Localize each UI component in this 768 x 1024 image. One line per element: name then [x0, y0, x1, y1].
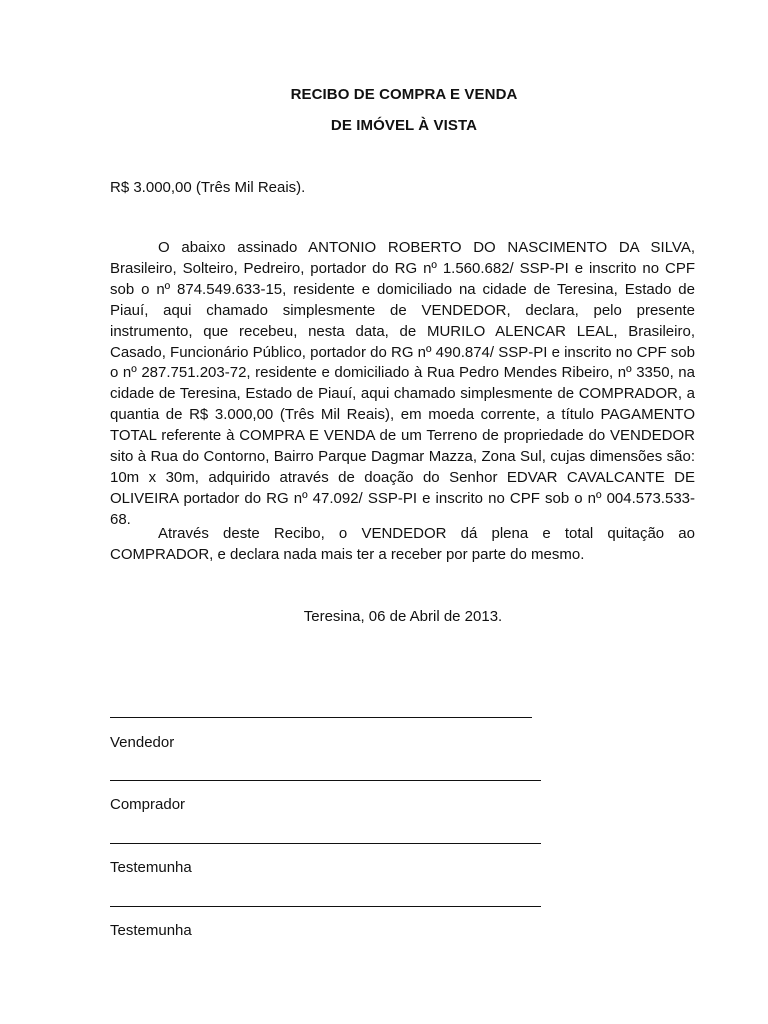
signature-label-buyer: Comprador [110, 796, 186, 813]
signature-line-buyer [110, 780, 541, 781]
document-title-line2: DE IMÓVEL À VISTA [330, 117, 478, 134]
signature-line-witness-1 [110, 843, 541, 844]
document-title-line1: RECIBO DE COMPRA E VENDA [290, 86, 518, 103]
body-paragraph-quittance: Através deste Recibo, o VENDEDOR dá plena e total quitação ao COMPRADOR, e declara nada mais ter a receber por parte do mesmo. [110, 525, 695, 563]
signature-line-seller [110, 717, 532, 718]
body-paragraph-declaration: O abaixo assinado ANTONIO ROBERTO DO NASCIMENTO DA SILVA, Brasileiro, Solteiro, Pedreiro, portador do RG nº 1.560.682/ SSP-PI e inscrito no CPF sob o nº 874.549.633-15, residente e domiciliado na cidade de Teresina, Estado de Piauí, aqui chamado simplesmente de VENDEDOR, declara, pelo presente instrumento, que recebeu, nesta data, de MURILO ALENCAR LEAL, Brasileiro, Casado, Funcionário Público, portador do RG nº 490.874/ SSP-PI e inscrito no CPF sob o nº 287.751.203-72, residente e domiciliado à Rua Pedro Mendes Ribeiro, nº 3350, na cidade de Teresina, Estado de Piauí, aqui chamado simplesmente de COMPRADOR, a quantia de R$ 3.000,00 (Três Mil Reais), em moeda corrente, a título PAGAMENTO TOTAL referente à COMPRA E VENDA de um Terreno de propriedade do VENDEDOR sito à Rua do Contorno, Bairro Parque Dagmar Mazza, Zona Sul, cujas dimensões são: 10m x 30m, adquirido através de doação do Senhor EDVAR CAVALCANTE DE OLIVEIRA portador do RG nº 47.092/ SSP-PI e inscrito no CPF sob o nº 004.573.533-68. [110, 239, 695, 528]
amount-line: R$ 3.000,00 (Três Mil Reais). [110, 179, 306, 196]
signature-label-witness-2: Testemunha [110, 922, 192, 939]
signature-label-seller: Vendedor [110, 734, 175, 751]
place-date-line: Teresina, 06 de Abril de 2013. [303, 608, 503, 625]
signature-line-witness-2 [110, 906, 541, 907]
signature-label-witness-1: Testemunha [110, 859, 192, 876]
